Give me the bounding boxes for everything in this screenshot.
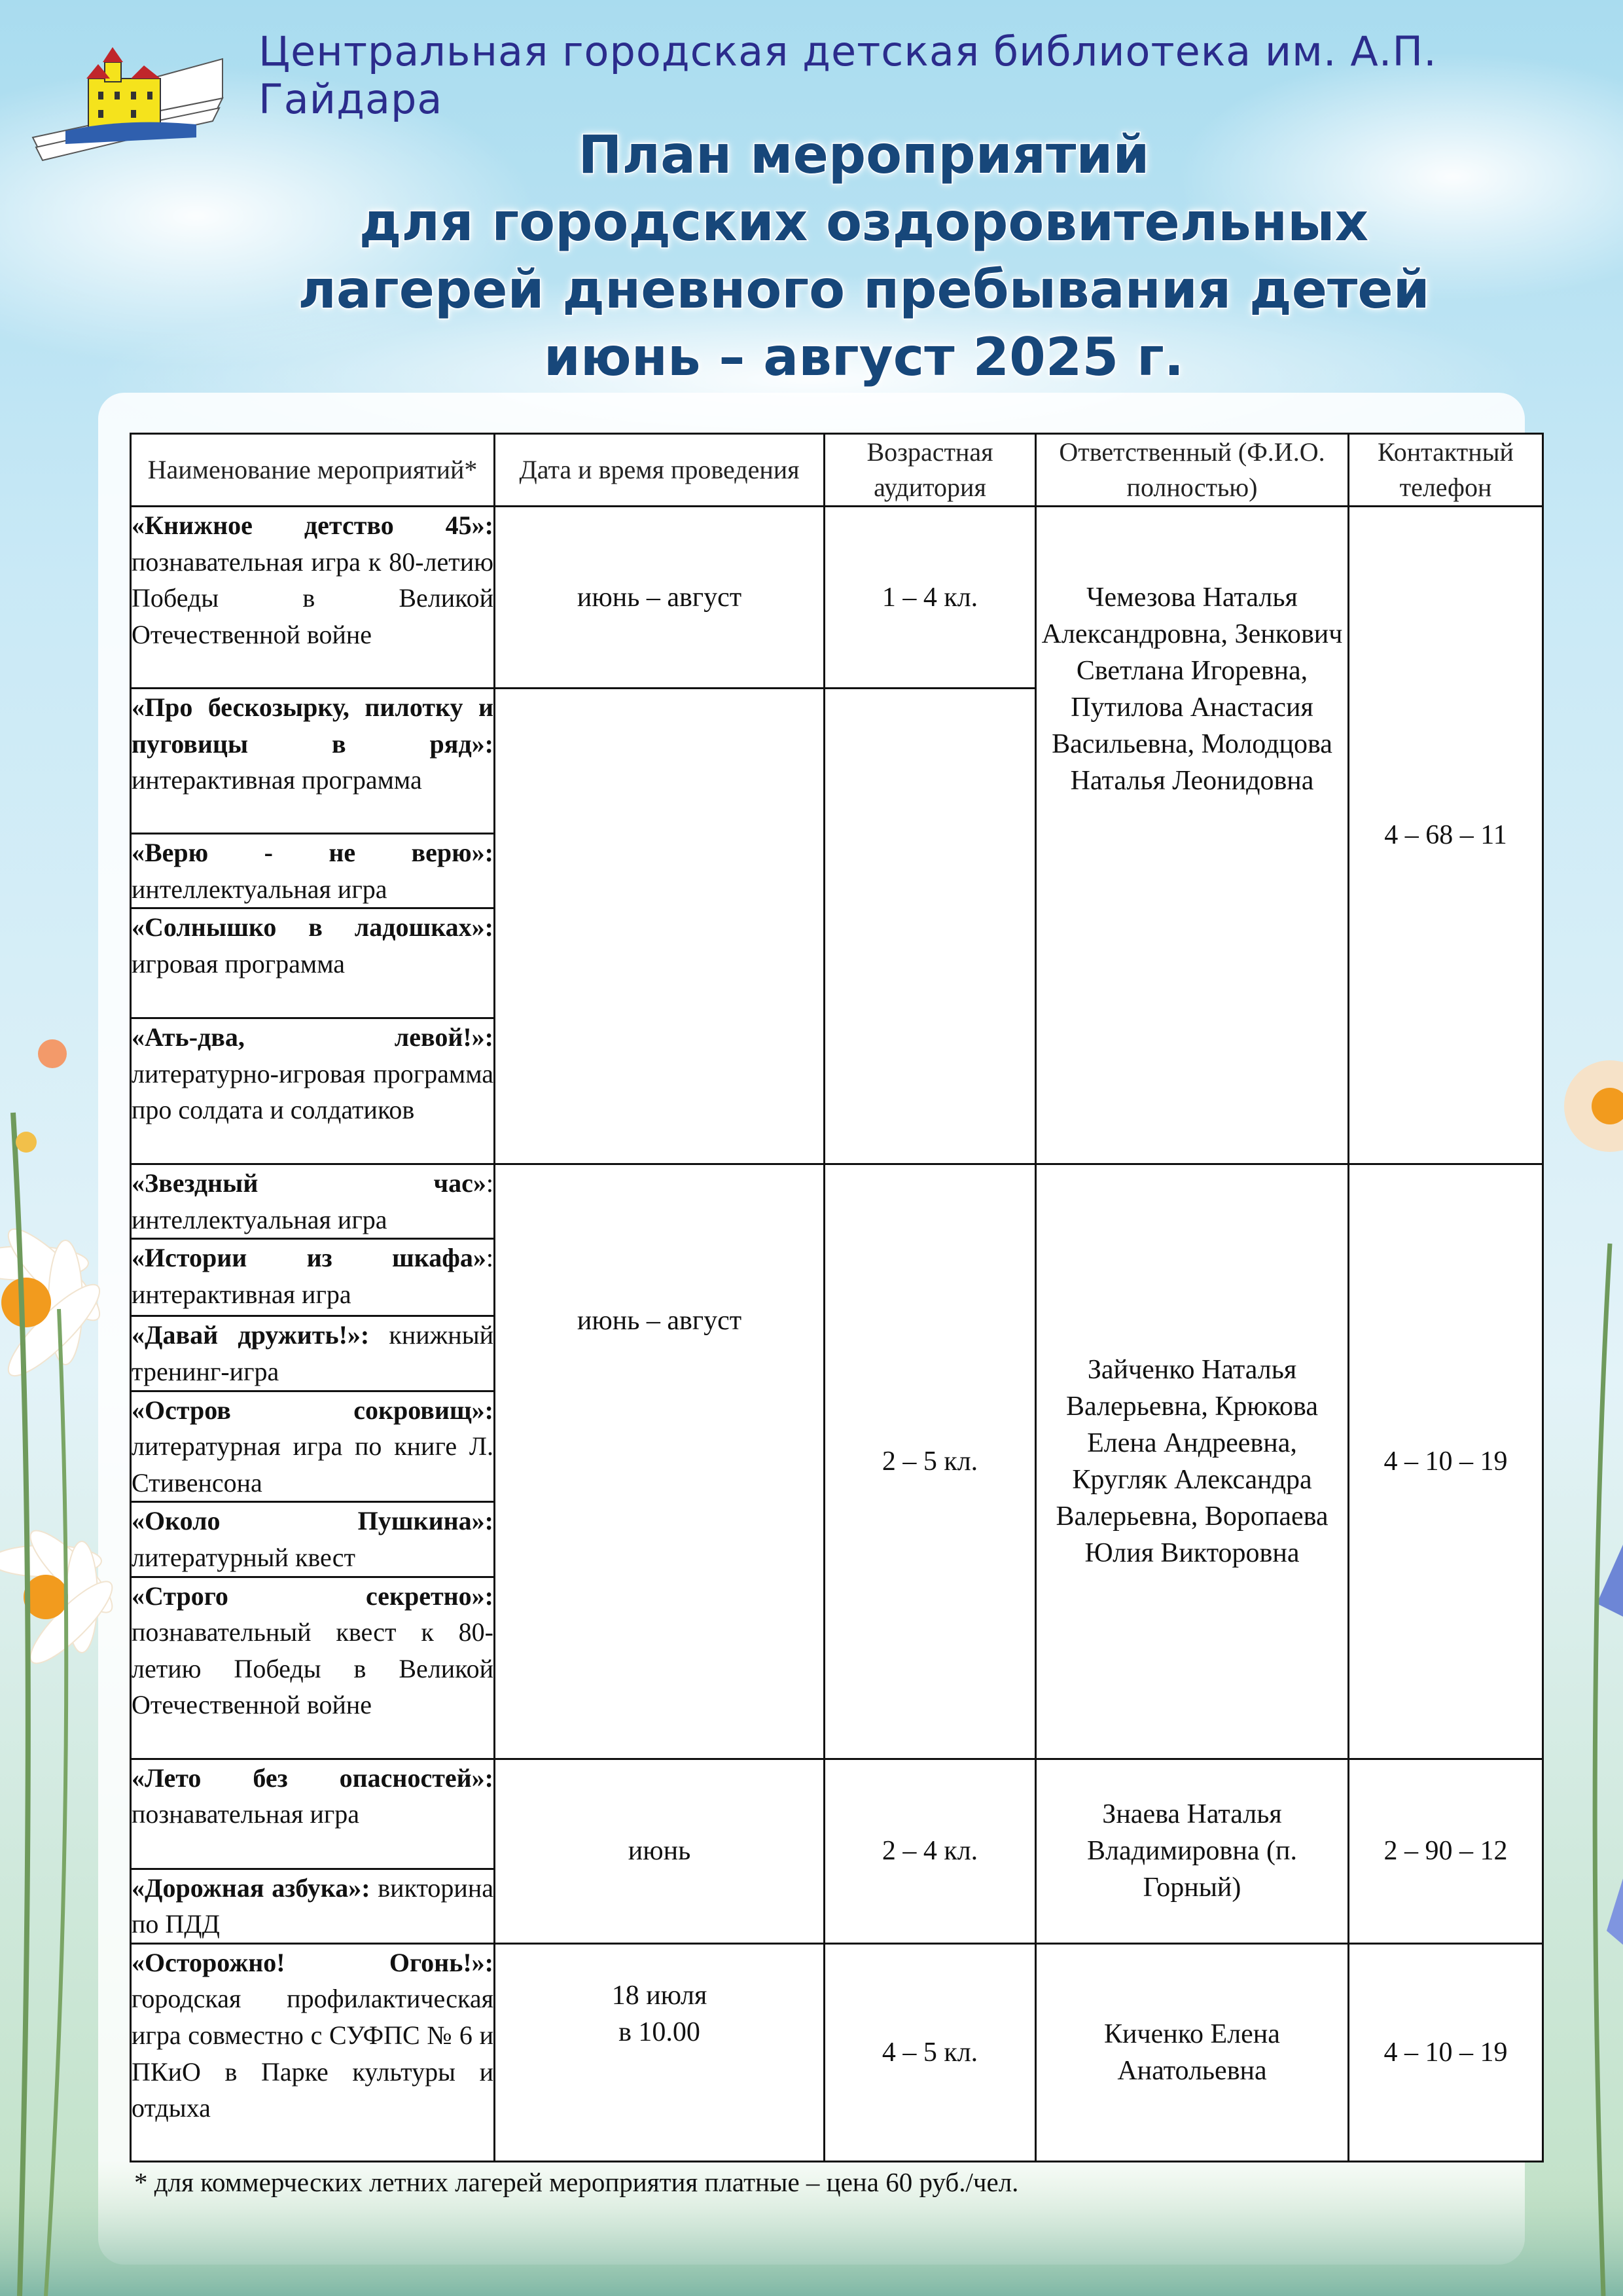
title-line: июнь – август 2025 г. <box>543 327 1185 387</box>
event-description: литературный квест <box>132 1542 356 1572</box>
event-title: «Верю - не верю»: <box>132 838 493 867</box>
phone-cell: 4 – 10 – 19 <box>1349 1164 1543 1759</box>
date-cell: июнь – август <box>495 1164 825 1759</box>
event-description: интерактивная программа <box>132 765 422 795</box>
phone-cell: 4 – 68 – 11 <box>1349 507 1543 1164</box>
event-description: познавательная игра к 80-летию Победы в Великой Отечественной войне <box>132 547 493 649</box>
event-description: городская профилактическая игра совместно с СУФПС № 6 и ПКиО в Парке культуры и отдыха <box>132 1984 493 2123</box>
responsible-cell: Знаева Наталья Владимировна (п. Горный) <box>1036 1759 1349 1943</box>
empty-cell <box>495 689 825 1164</box>
event-description: игровая программа <box>132 948 345 978</box>
event-title: «Истории из шкафа» <box>132 1243 486 1273</box>
age-cell: 2 – 5 кл. <box>825 1164 1036 1759</box>
event-title: «Книжное детство 45»: <box>132 511 493 540</box>
age-cell: 2 – 4 кл. <box>825 1759 1036 1943</box>
date-line: 18 июля <box>611 1980 707 2011</box>
event-cell <box>131 1759 495 1869</box>
age-cell: 1 – 4 кл. <box>825 507 1036 689</box>
event-title: «Остров сокровищ»: <box>132 1395 493 1425</box>
responsible-cell: Киченко Елена Анатольевна <box>1036 1943 1349 2161</box>
event-title: «Дорожная азбука»: <box>132 1873 370 1903</box>
event-title: «Давай дружить!»: <box>132 1320 370 1350</box>
phone-cell: 2 – 90 – 12 <box>1349 1759 1543 1943</box>
time-line: в 10.00 <box>618 2017 700 2047</box>
header-age: Возрастная аудитория <box>825 434 1036 507</box>
event-description: : интерактивная игра <box>132 1243 493 1309</box>
page-title <box>157 121 1571 391</box>
event-description: книжный тренинг-игра <box>132 1320 493 1386</box>
event-title: «Лето без опасностей»: <box>132 1763 493 1793</box>
table-row <box>131 1943 1543 2161</box>
event-description: викторина по ПДД <box>132 1873 493 1939</box>
title-line: для городских оздоровительных <box>359 192 1369 253</box>
table-header-row <box>131 434 1543 507</box>
event-cell <box>131 1391 495 1502</box>
events-table <box>130 433 1544 2162</box>
table-row <box>131 1759 1543 1869</box>
event-description: познавательная игра <box>132 1799 360 1829</box>
title-line: План мероприятий <box>578 124 1150 185</box>
title-line: лагерей дневного пребывания детей <box>298 259 1430 320</box>
header-event-name: Наименование мероприятий* <box>131 434 495 507</box>
event-description: познавательный квест к 80-летию Победы в Великой Отечественной войне <box>132 1617 493 1720</box>
event-cell <box>131 908 495 1018</box>
event-title: «Ать-два, левой!»: <box>132 1022 493 1052</box>
event-cell <box>131 1164 495 1239</box>
date-cell: июнь <box>495 1759 825 1943</box>
event-description: литературная игра по книге Л. Стивенсона <box>132 1431 493 1498</box>
event-cell <box>131 1869 495 1943</box>
header-phone: Контактный телефон <box>1349 434 1543 507</box>
event-cell <box>131 689 495 834</box>
event-title: «Солнышко в ладошках»: <box>132 912 493 942</box>
library-name: Центральная городская детская библиотека им. А.П. Гайдара <box>259 27 1437 123</box>
header-date: Дата и время проведения <box>495 434 825 507</box>
event-description: : интеллектуальная игра <box>132 1168 493 1234</box>
event-cell <box>131 1239 495 1316</box>
header-responsible: Ответственный (Ф.И.О. полностью) <box>1036 434 1349 507</box>
date-cell <box>495 1943 825 2161</box>
event-cell <box>131 1943 495 2161</box>
event-title: «Строго секретно»: <box>132 1581 493 1611</box>
responsible-cell: Зайченко Наталья Валерьевна, Крюкова Елена Андреевна, Кругляк Александра Валерьевна, Воропаева Юлия Викторовна <box>1036 1164 1349 1759</box>
event-description: интеллектуальная игра <box>132 874 387 904</box>
event-title: «Звездный час» <box>132 1168 486 1198</box>
event-cell <box>131 1018 495 1164</box>
phone-cell: 4 – 10 – 19 <box>1349 1943 1543 2161</box>
responsible-cell: Чемезова Наталья Александровна, Зенкович Светлана Игоревна, Путилова Анастасия Васильевна, Молодцова Наталья Леонидовна <box>1036 507 1349 1164</box>
table-row <box>131 1164 1543 1239</box>
event-cell <box>131 507 495 689</box>
event-description: литературно-игровая программа про солдата и солдатиков <box>132 1058 493 1125</box>
event-cell <box>131 1316 495 1391</box>
event-title: «Про бескозырку, пилотку и пуговицы в ряд»: <box>132 692 493 759</box>
table-row <box>131 507 1543 689</box>
age-cell: 4 – 5 кл. <box>825 1943 1036 2161</box>
footnote: * для коммерческих летних лагерей мероприятия платные – цена 60 руб./чел. <box>134 2167 1019 2197</box>
empty-cell <box>825 689 1036 1164</box>
event-title: «Около Пушкина»: <box>132 1506 493 1536</box>
event-title: «Осторожно! Огонь!»: <box>132 1947 493 1977</box>
event-cell <box>131 1577 495 1759</box>
event-cell <box>131 1502 495 1577</box>
date-cell: июнь – август <box>495 507 825 689</box>
event-cell <box>131 834 495 908</box>
